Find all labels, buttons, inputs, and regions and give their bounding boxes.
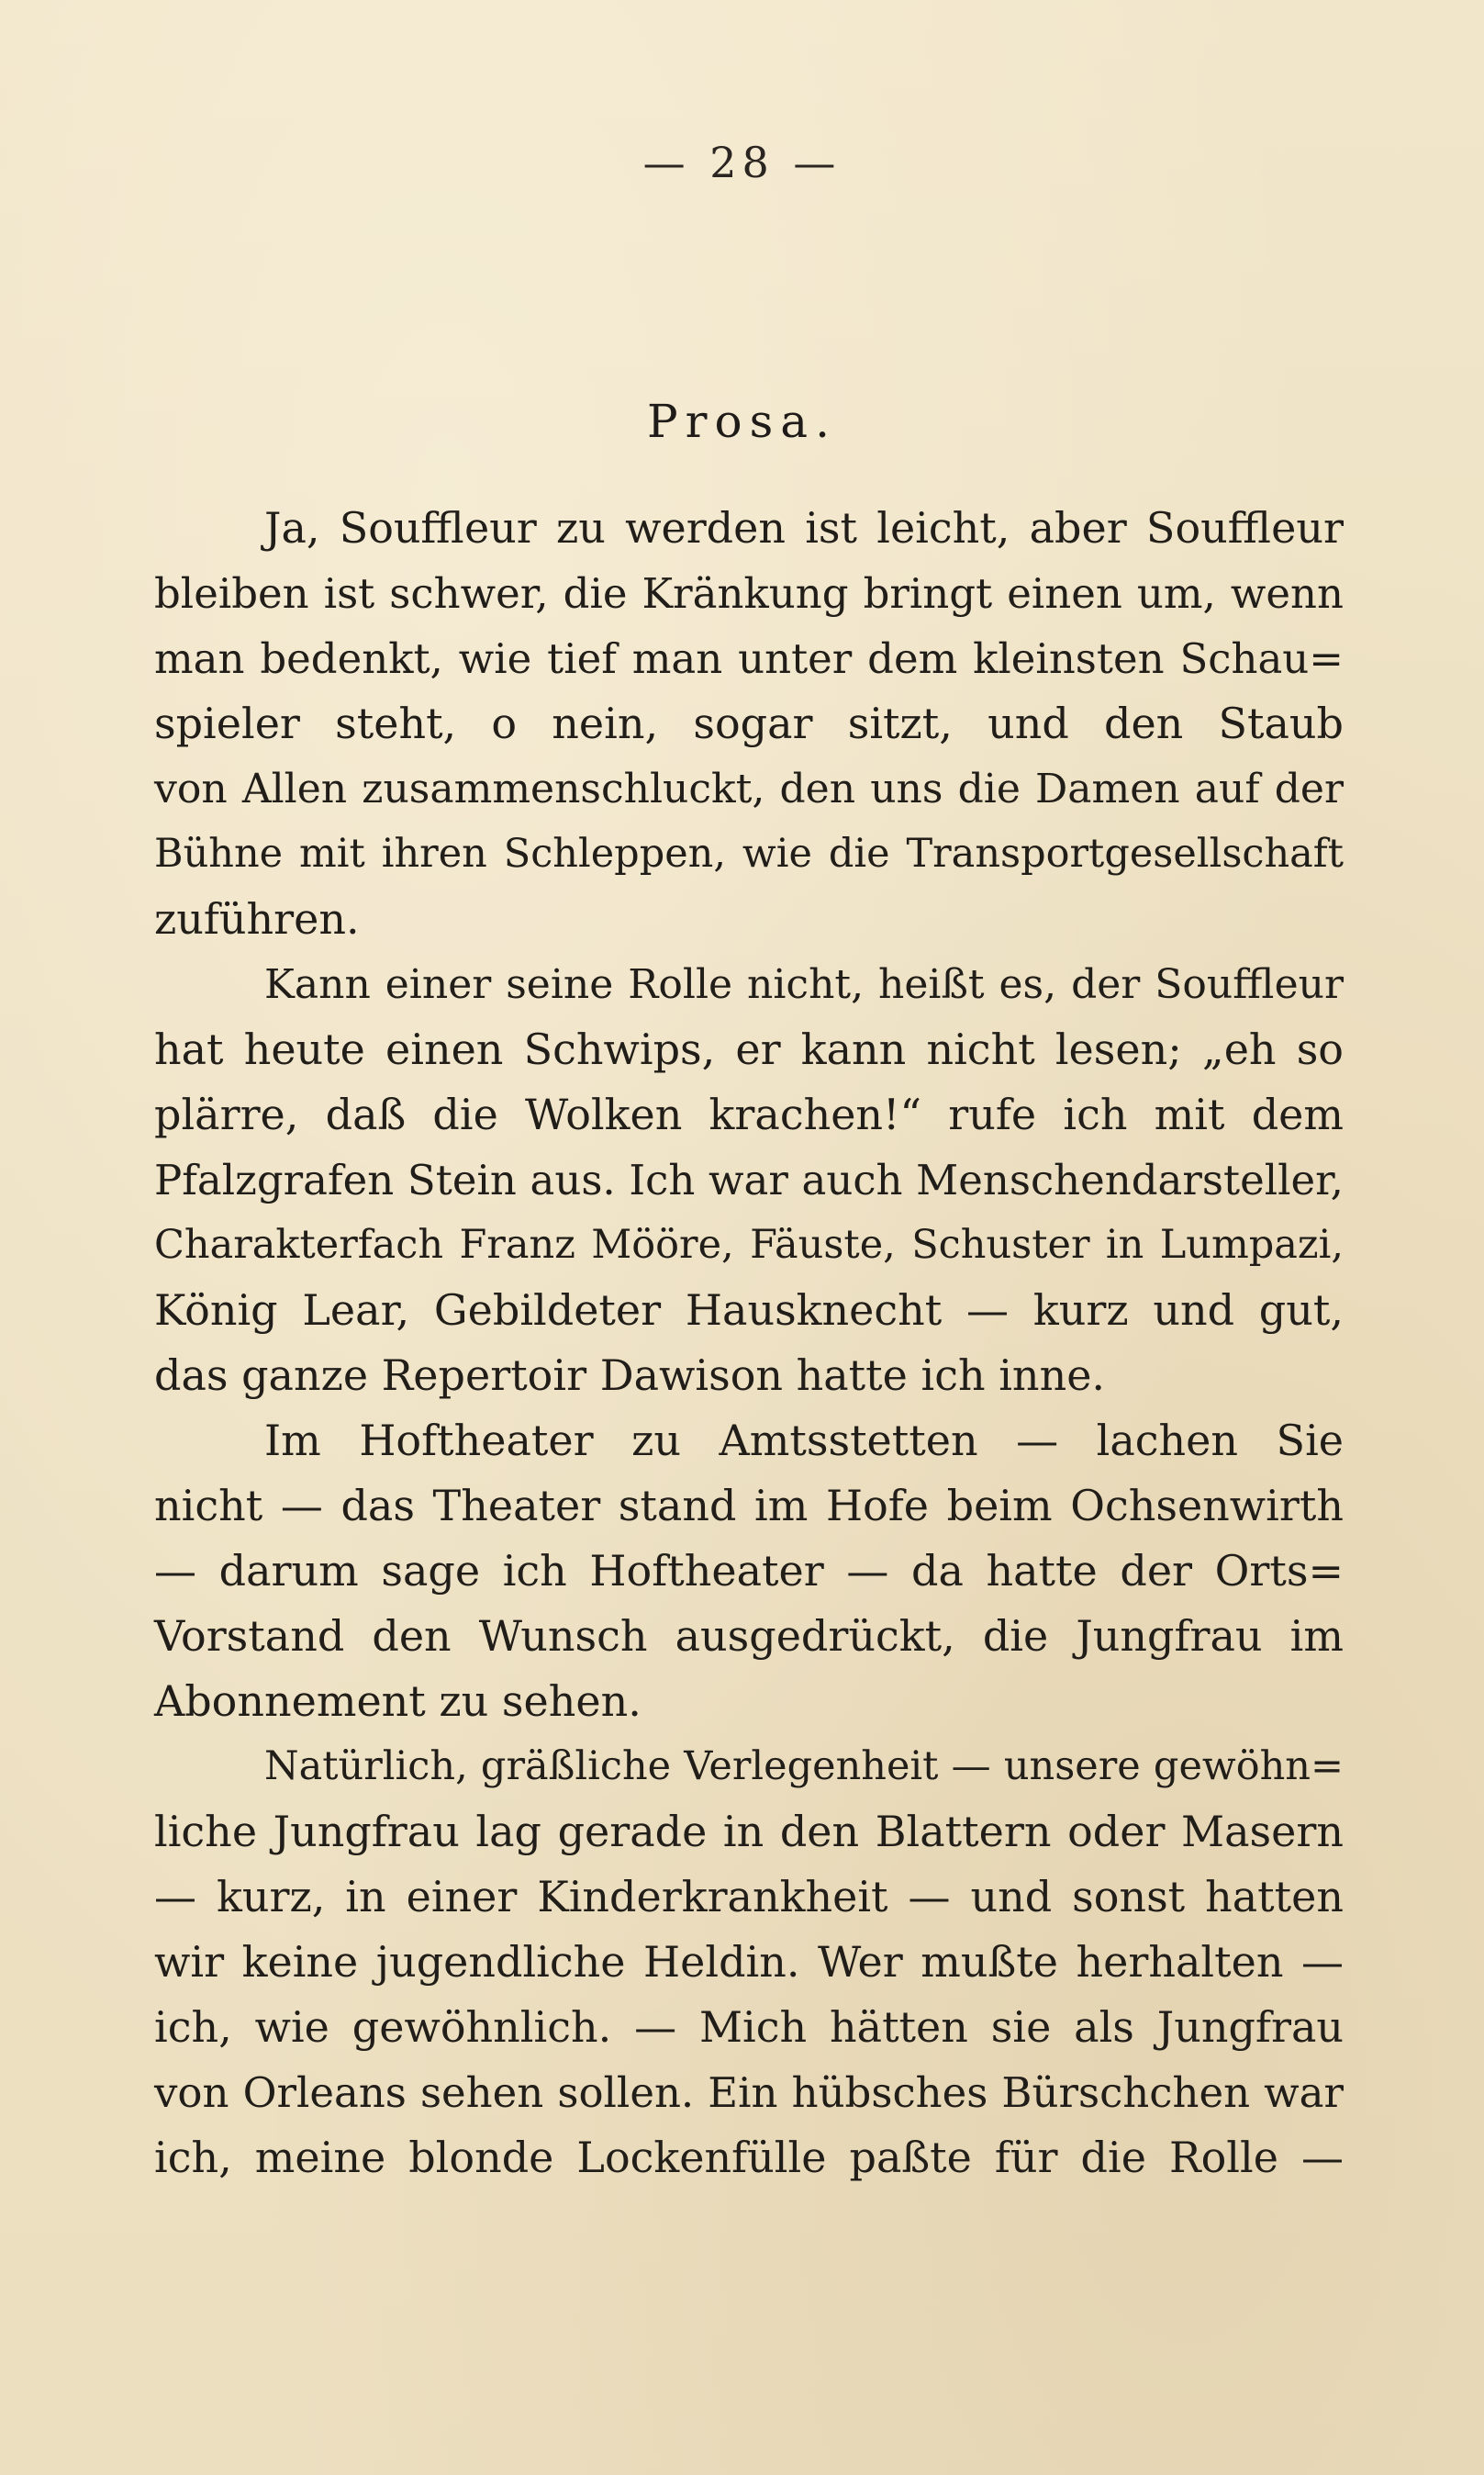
text-line: Vorstand den Wunsch ausgedrückt, die Jungfrau im [154,1611,1344,1661]
text-line: zuführen. [154,894,360,944]
text-line: von Allen zusammenschluckt, den uns die Damen auf der [154,766,1344,812]
text-line: liche Jungfrau lag gerade in den Blattern oder Masern [154,1807,1344,1856]
section-heading: Prosa. [646,395,837,448]
text-line: nicht — das Theater stand im Hofe beim Ochsenwirth [154,1481,1344,1530]
text-line: von Orleans sehen sollen. Ein hübsches Bürschchen war [154,2068,1344,2117]
paragraph [154,952,1344,1408]
text-line: Pfalzgrafen Stein aus. Ich war auch Menschendarsteller, [154,1156,1344,1204]
page-number: — 28 — [642,138,842,187]
text-line: ich, meine blonde Lockenfülle paßte für die Rolle — [154,2133,1344,2182]
paragraph [154,1408,1344,1734]
text-line: — kurz, in einer Kinderkrankheit — und sonst hatten [154,1872,1344,1921]
text-line: Natürlich, gräßliche Verlegenheit — unsere gewöhn= [264,1743,1344,1789]
text-line: — darum sage ich Hoftheater — da hatte der Orts= [154,1546,1344,1596]
text-line: Ja, Souffleur zu werden ist leicht, aber Souffleur [264,503,1344,553]
text-line: spieler steht, o nein, sogar sitzt, und den Staub [154,699,1344,748]
text-line: Kann einer seine Rolle nicht, heißt es, der Souffleur [264,961,1344,1008]
text-line: hat heute einen Schwips, er kann nicht lesen; „eh so [154,1025,1344,1074]
text-line: man bedenkt, wie tief man unter dem kleinsten Schau= [154,634,1344,683]
text-line: ich, wie gewöhnlich. — Mich hätten sie als Jungfrau [154,2002,1344,2052]
paragraph [154,1734,1344,2190]
paragraph [154,496,1344,952]
text-line: plärre, daß die Wolken krachen!“ rufe ich mit dem [154,1090,1344,1139]
body-text [154,496,1344,2190]
text-line: wir keine jugendliche Heldin. Wer mußte herhalten — [154,1937,1344,1987]
text-line: Charakterfach Franz Mööre, Fäuste, Schuster in Lumpazi, [154,1222,1344,1268]
text-line: das ganze Repertoir Dawison hatte ich inne. [154,1350,1106,1400]
text-line: Abonnement zu sehen. [154,1676,642,1726]
text-line: Bühne mit ihren Schleppen, wie die Transportgesellschaft [154,831,1344,877]
text-line: Im Hoftheater zu Amtsstetten — lachen Sie [264,1416,1344,1465]
text-line: König Lear, Gebildeter Hausknecht — kurz und gut, [154,1285,1344,1335]
text-line: bleiben ist schwer, die Kränkung bringt einen um, wenn [154,569,1344,618]
